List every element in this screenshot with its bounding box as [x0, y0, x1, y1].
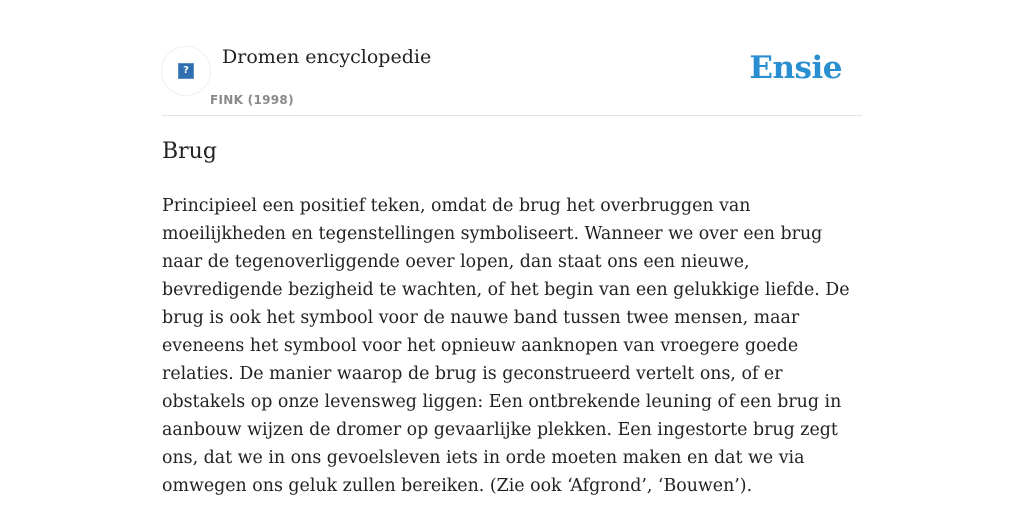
- entry-body: Principieel een positief teken, omdat de brug het overbruggen van moeilijkheden en tegenstellingen symboliseert. Wanneer we over een brug naar de tegenoverliggende oever lopen, dan staat ons een nieuwe, bevredigende bezigheid te wachten, of het begin van een gelukkige liefde. De brug is ook het symbool voor de nauwe band tussen twee mensen, maar eveneens het symbool voor het opnieuw aanknopen van vroegere goede relaties. De manier waarop de brug is geconstrueerd vertelt ons, of er obstakels op onze levensweg liggen: Een ontbrekende leuning of een brug in aanbouw wijzen de dromer op gevaarlijke plekken. Een ingestorte brug zegt ons, dat we in ons gevoelsleven iets in orde moeten maken en dat we via omwegen ons geluk zullen bereiken. (Zie ook ‘Afgrond’, ‘Bouwen’).: [162, 196, 850, 496]
- source-meta: FINK (1998): [210, 93, 294, 107]
- brand-logo[interactable]: Ensie: [749, 50, 842, 86]
- source-title[interactable]: Dromen encyclopedie: [222, 46, 432, 68]
- book-icon: ?: [178, 63, 194, 79]
- entry-title: Brug: [162, 139, 217, 164]
- source-header: [162, 44, 862, 116]
- source-avatar[interactable]: [162, 47, 210, 95]
